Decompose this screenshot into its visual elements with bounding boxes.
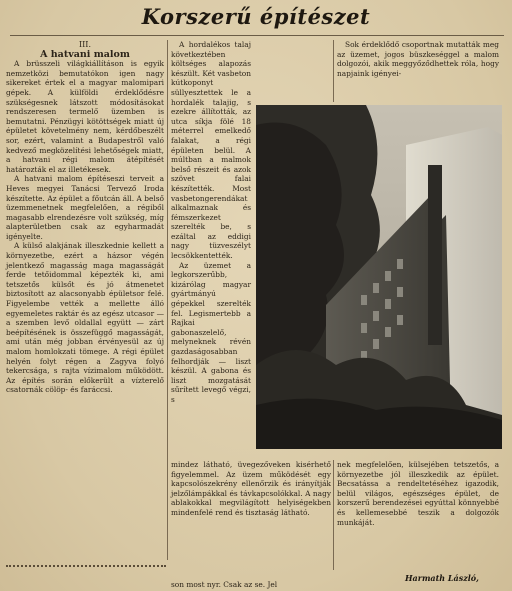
bottom-fragment: son most nyr. Csak az se. Jel [171, 580, 278, 589]
column-1 [6, 40, 164, 395]
column-divider [167, 40, 168, 560]
paragraph: A brüsszeli világkiállításon is egyik nemzetközi bemutatókon igen nagy sikereket értek el a magyar malomipari gépek. A külföldi érdeklődésre szükségesnek látszott módosításokat rendszeresen termelő üzemben is bemutatni. Pénzügyi kötöttségek miatt új épületet követelmény nem, kérdőbeszélt sor, ezért, valamint a Budapestről való kedvező megközelítési lehetőségek miatt, a hatvani régi malom átépítését határozták el az illetékesek. [6, 59, 164, 174]
section-number: III. [78, 40, 92, 49]
column-divider [333, 460, 334, 570]
author-signature: Harmath László, [405, 573, 479, 583]
dotted-rule [6, 565, 166, 567]
paragraph: Sok érdeklődő csoportnak mutatták meg az üzemet, jogos büszkeséggel a malom dolgozói, akik meggyőződhettek róla, hogy napjaink igényei- [337, 40, 499, 78]
headline: Korszerű építészet [141, 4, 371, 29]
section-title: A hatvani malom [40, 48, 130, 60]
column-4 [171, 460, 331, 518]
column-3 [337, 40, 499, 78]
paragraph: A hordalékos talaj következtében költséges alapozás készült. Két vasbeton kútkoponyt süllyesztettek le a hordalék talajig, s ezekre állították, az utca síkja fölé 18 méterrel emelkedő falakat, a régi épületen belül. A múltban a malmok belső részeit és azok szövet falai készítették. Most vasbetongerendákat alkalmaznak és fémszerkezet szerelték be, s ezáltal az eddigi nagy tüzveszélyt lecsökkentették. [171, 40, 252, 261]
column-2 [171, 40, 251, 405]
paragraph: mindez látható, üvegezőveken kisérhető figyelemmel. Az üzem működését egy kapcsolószekrény ellenőrzik és irányítják jelzőlámpákkal és távkapcsolókkal. A nagy ablakokkal megvilágított helyiségekben mindenfelé rend és tisztaság látható. [171, 460, 331, 517]
header-rule [10, 35, 504, 36]
photo-image [256, 105, 502, 449]
paragraph: Az üzemet a legkorszerűbb, kizárólag magyar gyártmányú gépekkel szerelték fel. Legismertebb a Rajkai gabonaszelelő, melyneknek révén gazdaságosabban felhordják — liszt készül. A gabona és liszt mozgatását sűrített levegő végzi, s [171, 260, 251, 404]
column-5 [337, 460, 499, 527]
paragraph: A hatvani malom építéseszi terveit a Heves megyei Tanácsi Tervező Iroda készítette. Az épület a főutcán áll. A belső üzemmenetnek megfelelően, a régiből magasabb elrendezésre volt szükség, míg alapterületben csak az egyharmadát igényelte. [6, 174, 164, 241]
column-divider [333, 40, 334, 102]
paragraph: nek megfelelően, külsejében tetszetős, a környezetbe jól illeszkedik az épület. Becsatássa a rendeltetéséhez igazodik, belül világos, egészséges épület, de korszerű berendezései egyúttal könnyebbé és kellemesebbé teszik a dolgozók munkáját. [337, 460, 499, 527]
paragraph: A külső alakjának illeszkednie kellett a környezetbe, ezért a házsor végén jelentkező magasság maga magasságát ferde tetőidommal képezték ki, ami tetszetős külsőt és jó átmenetet biztosított az alacsonyabb épületsor felé. Figyelembe vették a mellette álló egyemeletes raktár és az egész utcasor — a szemben levő oldallal együtt — zárt beépítésének is összefüggő magasságát, ami után még jobban érvényesül az új malom homlokzati tömege. A régi épület helyén folyt régen a Zagyva folyó tekercsága, s rajta vízimalom működött. Az építés során előkerült a vízterelő csatornák cölöp- és faráccsi. [6, 241, 164, 395]
building-photo [256, 105, 502, 449]
